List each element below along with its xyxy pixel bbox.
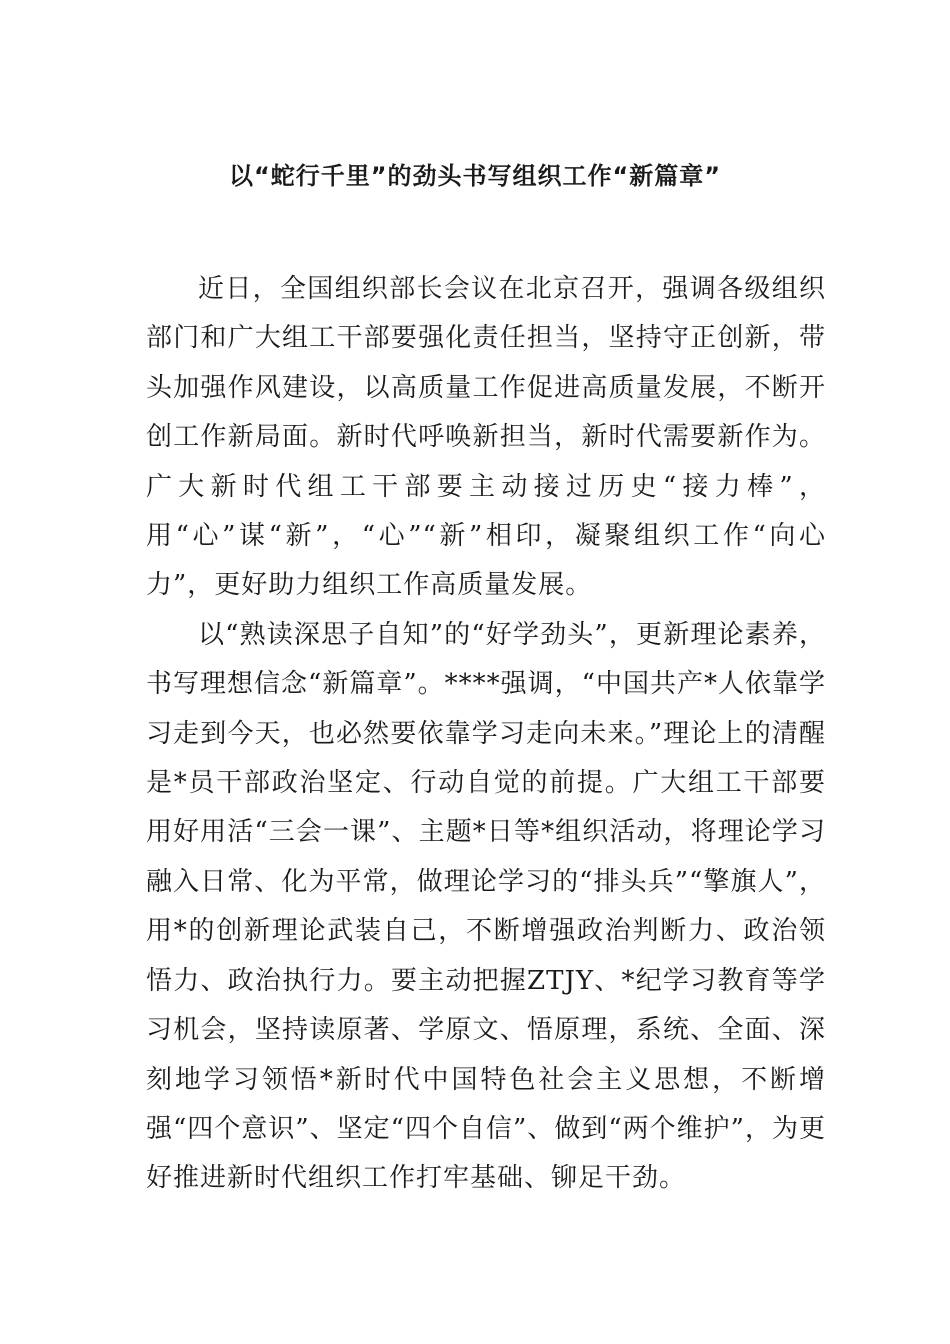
paragraph-1: 近日，全国组织部长会议在北京召开，强调各级组织部门和广大组工干部要强化责任担当，坚持守正创新，带头加强作风建设，以高质量工作促进高质量发展，不断开创工作新局面。新时代呼唤新担当，新时代需要新作为。广大新时代组工干部要主动接过历史“接力棒”，用“心”谋“新”，“心”“新”相印，凝聚组织工作“向心力”，更好助力组织工作高质量发展。 <box>146 274 826 601</box>
document-body <box>146 265 826 1204</box>
document-title: 以“蛇行千里”的劲头书写组织工作“新篇章” <box>228 162 722 190</box>
paragraph-2: 以“熟读深思子自知”的“好学劲头”，更新理论素养，书写理想信念“新篇章”。****强调，“中国共产*人依靠学习走到今天，也必然要依靠学习走向未来。”理论上的清醒是*员干部政治坚定、行动自觉的前提。广大组工干部要用好用活“三会一课”、主题*日等*组织活动，将理论学习融入日常、化为平常，做理论学习的“排头兵”“擎旗人”，用*的创新理论武装自己，不断增强政治判断力、政治领悟力、政治执行力。要主动把握ZTJY、*纪学习教育等学习机会，坚持读原著、学原文、悟原理，系统、全面、深刻地学习领悟*新时代中国特色社会主义思想，不断增强“四个意识”、坚定“四个自信”、做到“两个维护”，为更好推进新时代组织工作打牢基础、铆足干劲。 <box>146 619 826 1194</box>
